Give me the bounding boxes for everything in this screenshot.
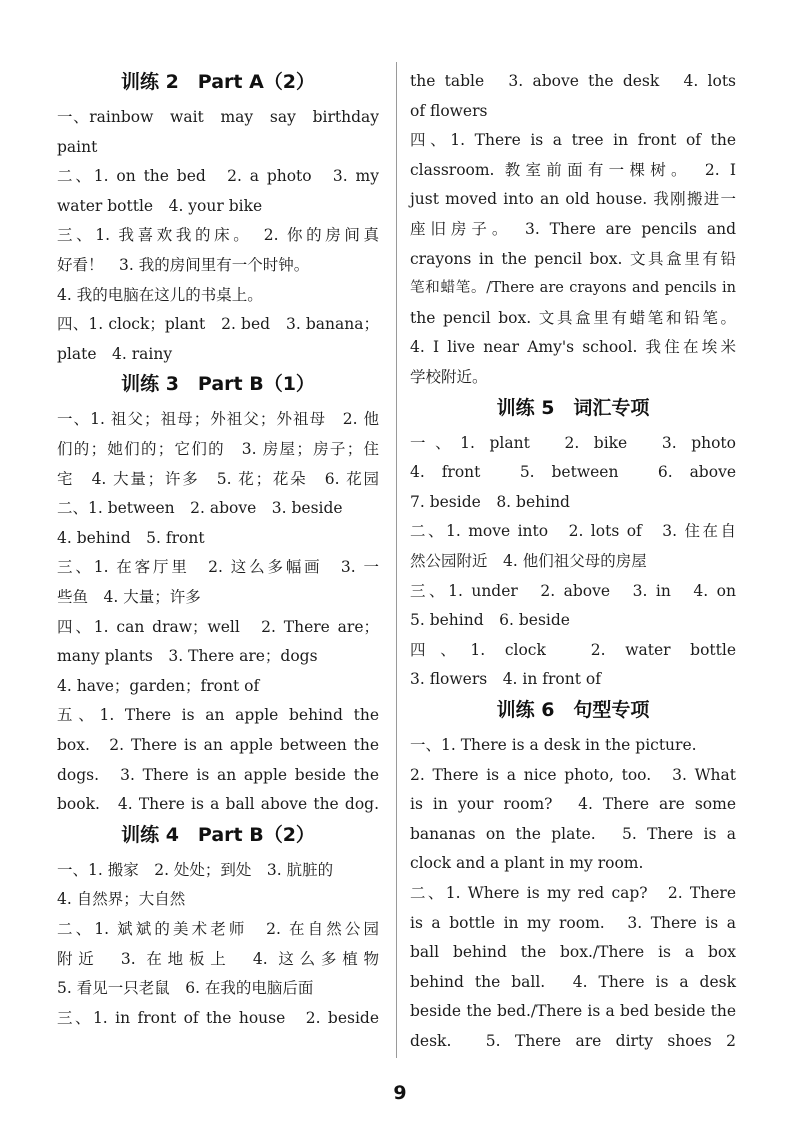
answer-line: 学校附近。	[410, 368, 488, 386]
answer-line: 4. 我的电脑在这儿的书桌上。	[57, 285, 263, 304]
answer-line: 一、1. plant 2. bike 3. photo	[410, 433, 736, 452]
section-heading: 训练 4 Part B（2）	[121, 823, 315, 846]
answer-line: classroom. 教室前面有一棵树。 2. I	[410, 160, 736, 179]
answer-line: 4. have；garden；front of	[57, 676, 260, 695]
answer-line: 二、1. on the bed 2. a photo 3. my	[57, 167, 379, 186]
answer-line: the pencil box. 文具盒里有蜡笔和铅笔。	[410, 308, 736, 327]
answer-line: water bottle 4. your bike	[57, 196, 263, 215]
answer-line: 四、1. clock；plant 2. bed 3. banana；	[57, 315, 379, 334]
answer-line: 好看！ 3. 我的房间里有一个时钟。	[57, 256, 310, 274]
answer-line: 三、1. under 2. above 3. in 4. on	[410, 581, 736, 600]
answer-line: 一、1. 祖父；祖母；外祖父；外祖母 2. 他	[57, 410, 379, 429]
answer-line: 4. front 5. between 6. above	[410, 463, 736, 482]
answer-line: 四、1. can draw；well 2. There are；	[57, 617, 379, 636]
column-divider	[396, 62, 397, 1058]
answer-line: many plants 3. There are；dogs	[57, 647, 318, 666]
answer-line: clock and a plant in my room.	[410, 854, 644, 873]
answer-line: 然公园附近 4. 他们祖父母的房屋	[410, 552, 647, 570]
answer-line: 二、1. 斌斌的美术老师 2. 在自然公园	[57, 920, 379, 938]
answer-line: 4. 自然界；大自然	[57, 890, 186, 909]
section-heading: 训练 5 词汇专项	[496, 396, 650, 419]
answer-line: box. 2. There is an apple between the	[57, 736, 379, 754]
answer-line: the table 3. above the desk 4. lots	[410, 72, 736, 90]
answer-line: 座旧房子。 3. There are pencils and	[410, 220, 736, 238]
answer-line: dogs. 3. There is an apple beside the	[57, 765, 379, 784]
answer-line: paint	[57, 137, 98, 156]
answer-line: 四、1. There is a tree in front of the	[410, 131, 736, 150]
answer-line: 一、1. 搬家 2. 处处；到处 3. 肮脏的	[57, 860, 334, 879]
page-number: 9	[393, 1082, 407, 1104]
answer-line: of flowers	[410, 101, 488, 120]
answer-line: 2. There is a nice photo, too. 3. What	[410, 765, 736, 784]
answer-line: beside the bed./There is a bed beside the	[410, 1002, 736, 1021]
answer-line: 7. beside 8. behind	[410, 492, 570, 511]
answer-line: 三、1. in front of the house 2. beside	[57, 1008, 379, 1027]
answer-line: 二、1. between 2. above 3. beside	[57, 499, 343, 518]
answer-line: 附近 3. 在地板上 4. 这么多植物	[57, 949, 379, 968]
answer-line: 笔和蜡笔。/There are crayons and pencils in	[410, 280, 736, 297]
answer-line: 宅 4. 大量；许多 5. 花；花朵 6. 花园	[57, 469, 379, 488]
answer-line: 三、1. 在客厅里 2. 这么多幅画 3. 一	[57, 558, 379, 577]
answer-line: 们的；她们的；它们的 3. 房屋；房子；住	[57, 440, 379, 458]
answer-line: 些鱼 4. 大量；许多	[57, 588, 201, 606]
answer-line: just moved into an old house. 我刚搬进一	[410, 190, 736, 209]
answer-line: 三、1. 我喜欢我的床。 2. 你的房间真	[57, 226, 379, 245]
answer-line: 五、1. There is an apple behind the	[57, 706, 379, 725]
answer-line: is a bottle in my room. 3. There is a	[410, 913, 736, 932]
answer-line: 四、1. clock 2. water bottle	[410, 640, 736, 659]
section-heading: 训练 6 句型专项	[496, 699, 650, 721]
answer-line: 5. 看见一只老鼠 6. 在我的电脑后面	[57, 979, 314, 998]
answer-line: 二、1. move into 2. lots of 3. 住在自	[410, 522, 736, 541]
answer-line: crayons in the pencil box. 文具盒里有铅	[410, 249, 736, 268]
answer-line: 一、1. There is a desk in the picture.	[410, 736, 697, 754]
answer-line: 4. behind 5. front	[57, 528, 205, 547]
answer-line: ball behind the box./There is a box	[410, 943, 736, 962]
answer-line: desk. 5. There are dirty shoes 2	[410, 1032, 736, 1050]
answer-line: 4. I live near Amy's school. 我住在埃米	[410, 338, 736, 357]
answer-line: book. 4. There is a ball above the dog.	[57, 795, 379, 814]
answer-line: 5. behind 6. beside	[410, 611, 570, 630]
answer-line: plate 4. rainy	[57, 344, 173, 363]
answer-line: 一、rainbow wait may say birthday	[57, 108, 379, 126]
answer-line: behind the ball. 4. There is a desk	[410, 972, 736, 991]
answer-line: 二、1. Where is my red cap? 2. There	[410, 884, 736, 902]
answer-line: bananas on the plate. 5. There is a	[410, 824, 736, 843]
answer-line: 3. flowers 4. in front of	[410, 670, 601, 689]
section-heading: 训练 3 Part B（1）	[121, 373, 315, 396]
answer-line: is in your room? 4. There are some	[410, 795, 736, 814]
section-heading: 训练 2 Part A（2）	[120, 71, 316, 93]
